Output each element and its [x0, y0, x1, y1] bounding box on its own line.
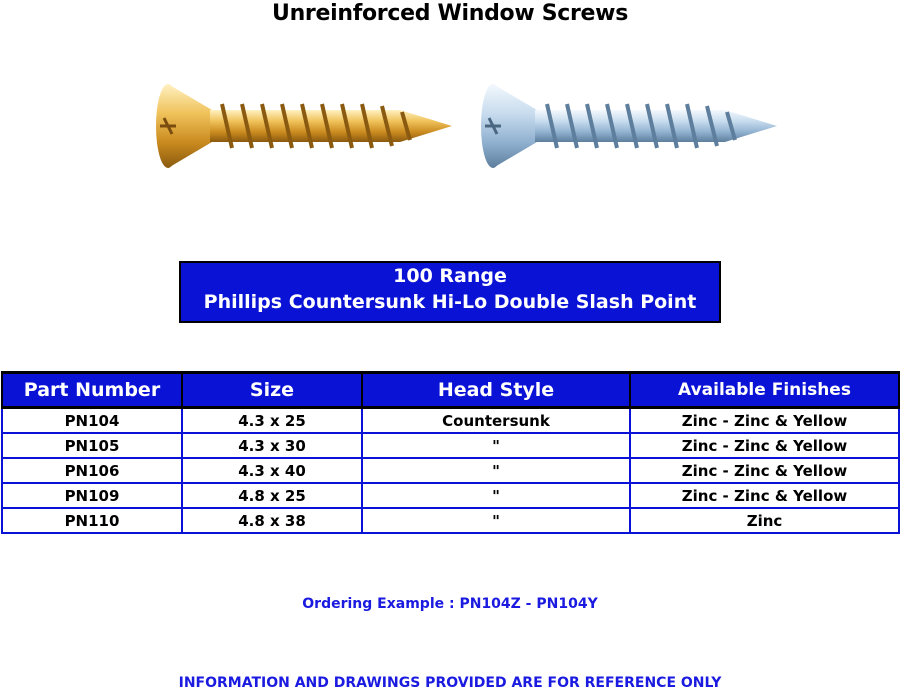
cell-size: 4.3 x 40: [182, 458, 362, 483]
parts-table: [1, 371, 900, 534]
cell-finish: Zinc - Zinc & Yellow: [630, 483, 899, 508]
cell-size: 4.8 x 25: [182, 483, 362, 508]
table-row: [2, 408, 899, 434]
page-title: Unreinforced Window Screws: [272, 1, 628, 26]
cell-finish: Zinc - Zinc & Yellow: [630, 433, 899, 458]
cell-finish: Zinc: [630, 508, 899, 533]
range-title: 100 Range: [393, 265, 507, 287]
ordering-example: Ordering Example : PN104Z - PN104Y: [302, 596, 598, 612]
cell-head-style: ": [362, 483, 630, 508]
range-banner: [179, 261, 721, 323]
cell-part-number: PN110: [2, 508, 182, 533]
cell-part-number: PN109: [2, 483, 182, 508]
header-head-style: Head Style: [362, 373, 630, 408]
header-available-finishes: Available Finishes: [630, 373, 899, 408]
cell-head-style: Countersunk: [362, 408, 630, 434]
cell-part-number: PN106: [2, 458, 182, 483]
cell-size: 4.8 x 38: [182, 508, 362, 533]
cell-size: 4.3 x 30: [182, 433, 362, 458]
cell-head-style: ": [362, 508, 630, 533]
table-header-row: [2, 373, 899, 408]
cell-size: 4.3 x 25: [182, 408, 362, 434]
disclaimer: INFORMATION AND DRAWINGS PROVIDED ARE FOR REFERENCE ONLY: [178, 675, 722, 691]
screw-images: [150, 78, 790, 178]
table-row: [2, 433, 899, 458]
cell-finish: Zinc - Zinc & Yellow: [630, 408, 899, 434]
header-part-number: Part Number: [2, 373, 182, 408]
table-row: [2, 483, 899, 508]
table-row: [2, 458, 899, 483]
table-row: [2, 508, 899, 533]
cell-head-style: ": [362, 458, 630, 483]
cell-part-number: PN105: [2, 433, 182, 458]
gold-screw-image: [156, 84, 452, 168]
cell-part-number: PN104: [2, 408, 182, 434]
zinc-screw-image: [481, 84, 777, 168]
cell-finish: Zinc - Zinc & Yellow: [630, 458, 899, 483]
range-description: Phillips Countersunk Hi-Lo Double Slash Point: [203, 291, 697, 313]
cell-head-style: ": [362, 433, 630, 458]
header-size: Size: [182, 373, 362, 408]
